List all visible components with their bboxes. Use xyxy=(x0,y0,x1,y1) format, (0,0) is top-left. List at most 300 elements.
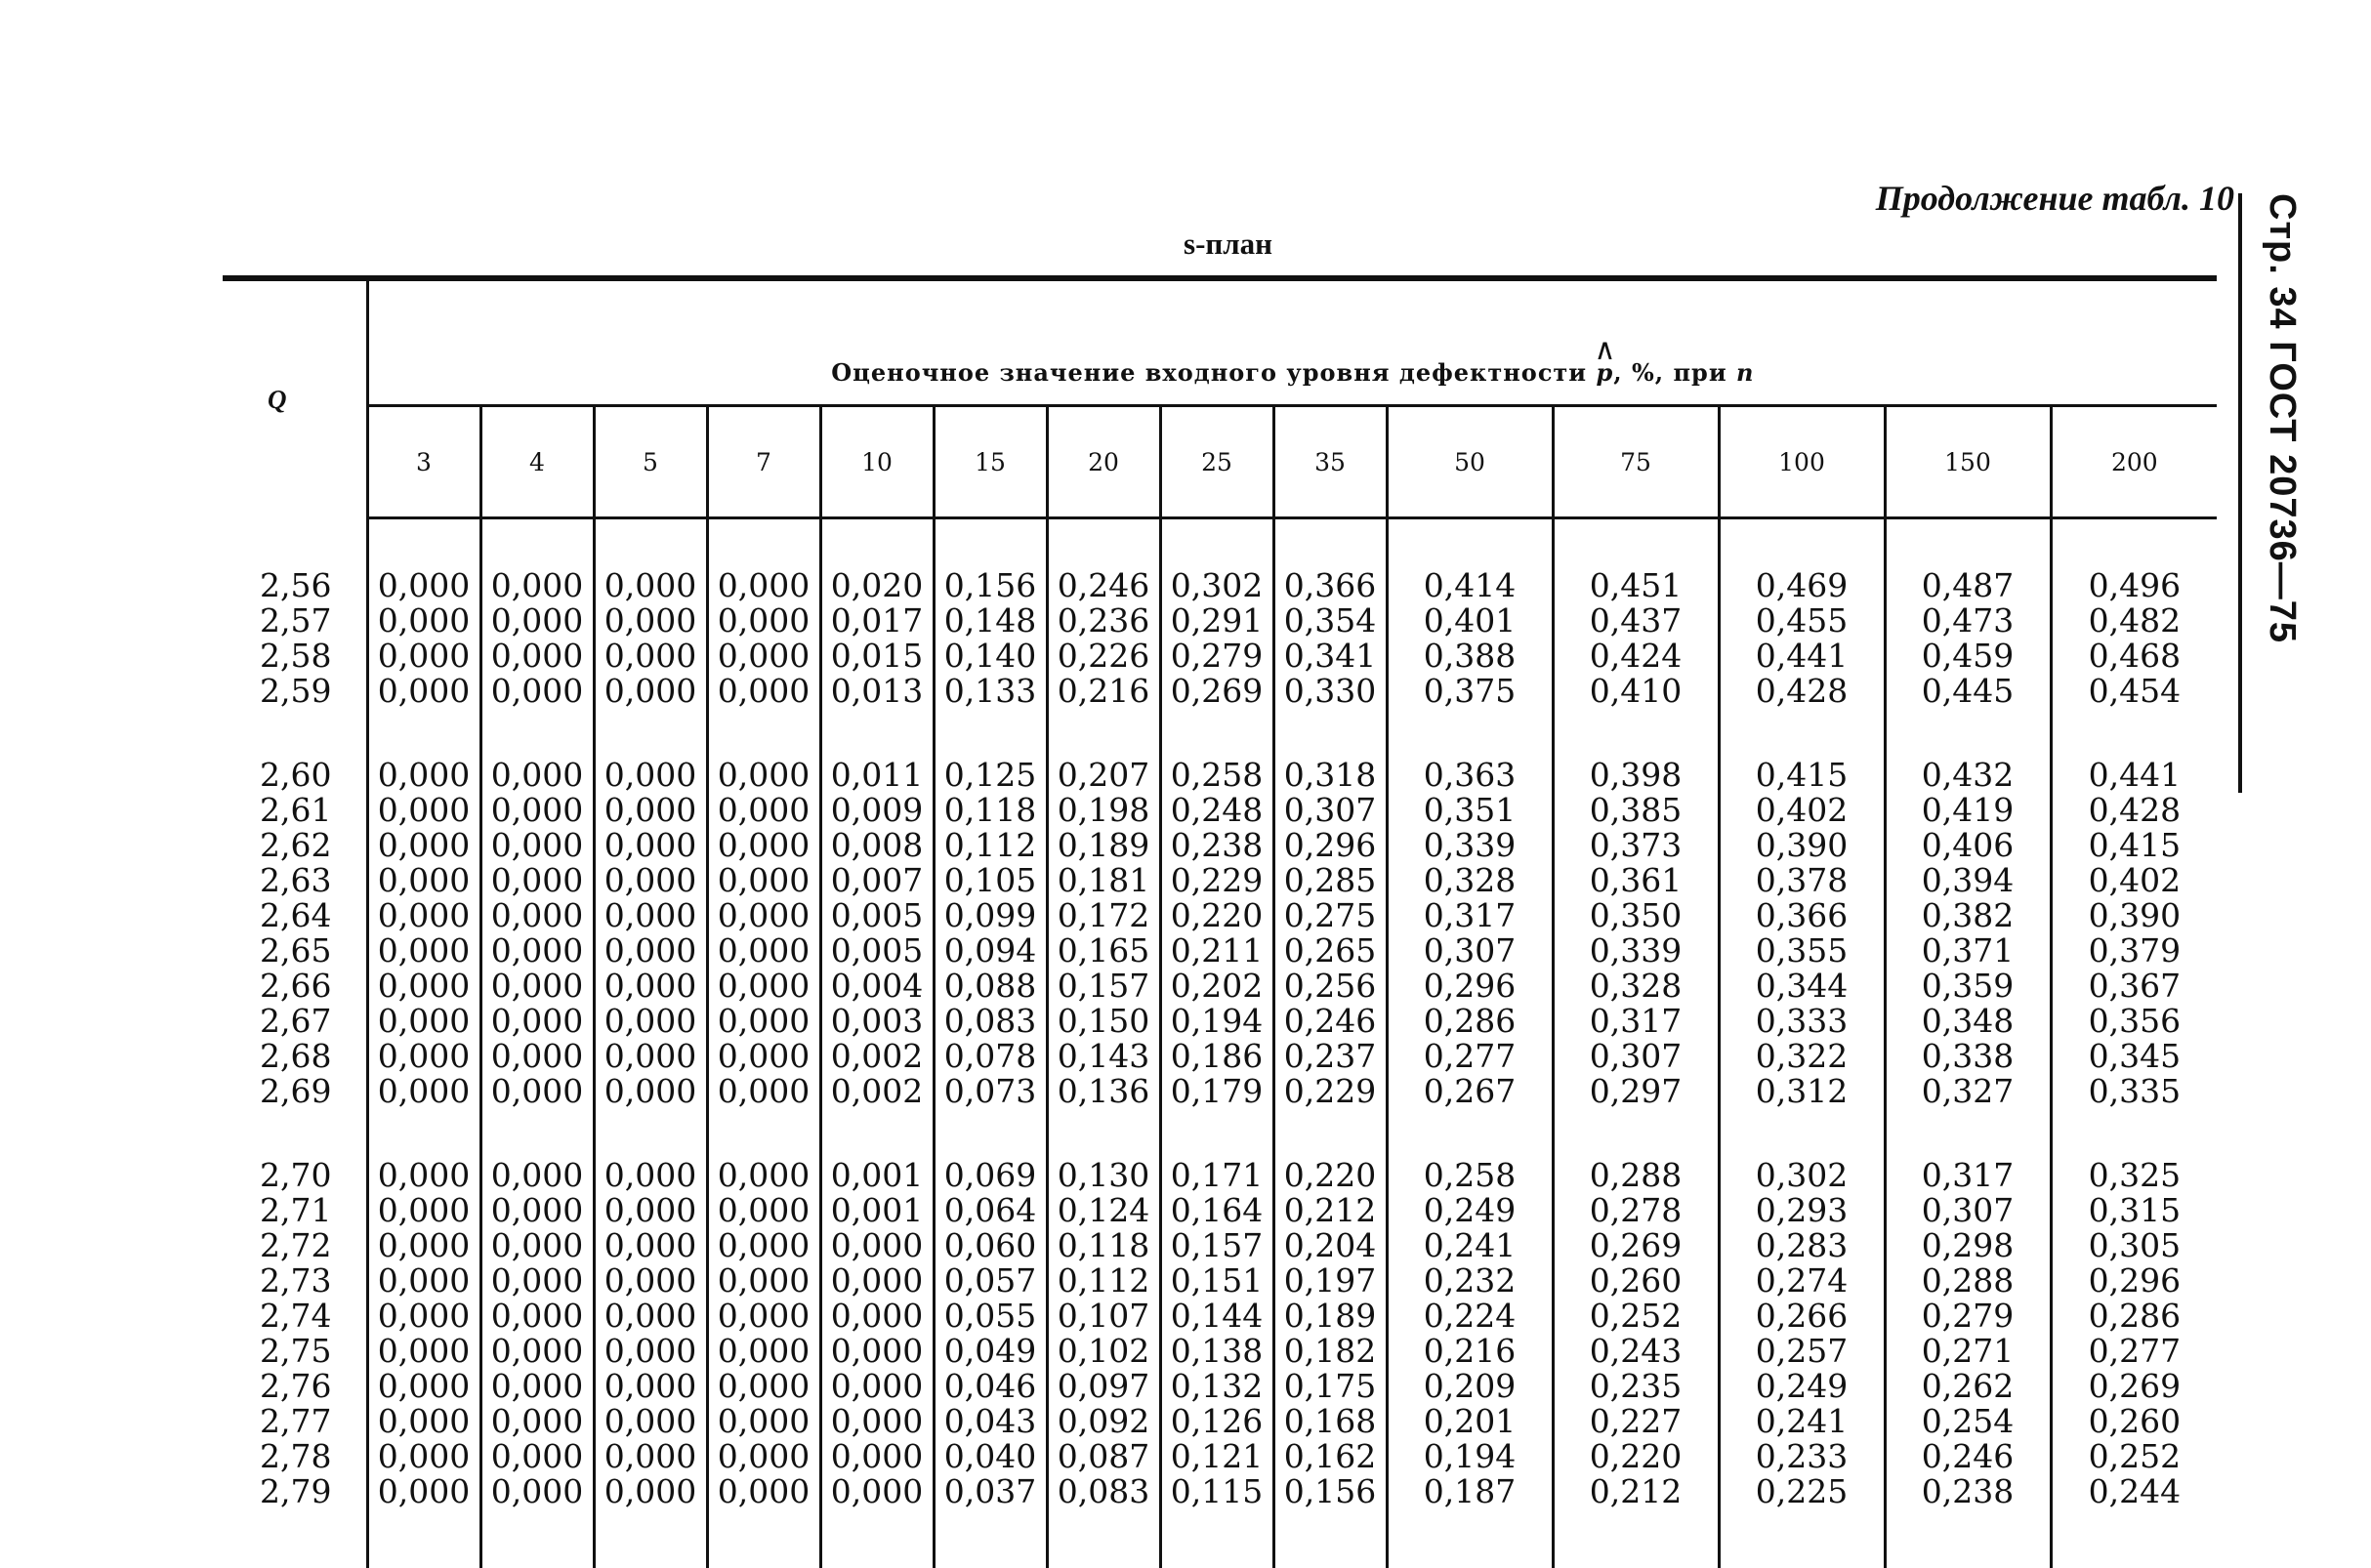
q-value-cell: 2,66 xyxy=(223,969,367,1004)
spacer-cell xyxy=(223,1509,367,1568)
value-cell: 0,172 xyxy=(1047,898,1160,933)
spacer-cell xyxy=(594,1109,707,1158)
value-cell: 0,437 xyxy=(1553,603,1719,639)
value-cell: 0,000 xyxy=(707,1193,820,1228)
spacer-cell xyxy=(1885,518,2051,569)
value-cell: 0,000 xyxy=(707,1439,820,1474)
value-cell: 0,000 xyxy=(707,863,820,898)
value-cell: 0,055 xyxy=(934,1299,1047,1334)
value-cell: 0,455 xyxy=(1719,603,1885,639)
value-cell: 0,394 xyxy=(1885,863,2051,898)
table-body xyxy=(223,518,2217,1568)
value-cell: 0,388 xyxy=(1387,639,1553,674)
value-cell: 0,148 xyxy=(934,603,1047,639)
value-cell: 0,000 xyxy=(480,674,594,709)
value-cell: 0,000 xyxy=(594,568,707,603)
table-row xyxy=(223,1334,2217,1369)
spacer-cell xyxy=(1719,518,1885,569)
value-cell: 0,248 xyxy=(1160,793,1273,828)
spacer-cell xyxy=(1553,1509,1719,1568)
value-cell: 0,000 xyxy=(707,1334,820,1369)
value-cell: 0,291 xyxy=(1160,603,1273,639)
n-header-150: 150 xyxy=(1885,406,2051,518)
value-cell: 0,000 xyxy=(480,933,594,969)
q-value-cell: 2,60 xyxy=(223,758,367,793)
value-cell: 0,126 xyxy=(1160,1404,1273,1439)
value-cell: 0,243 xyxy=(1553,1334,1719,1369)
spacer-cell xyxy=(367,709,480,758)
spacer-cell xyxy=(594,709,707,758)
value-cell: 0,277 xyxy=(1387,1039,1553,1074)
value-cell: 0,000 xyxy=(594,1474,707,1509)
value-cell: 0,375 xyxy=(1387,674,1553,709)
value-cell: 0,220 xyxy=(1553,1439,1719,1474)
value-cell: 0,254 xyxy=(1885,1404,2051,1439)
value-cell: 0,000 xyxy=(367,1228,480,1263)
value-cell: 0,000 xyxy=(594,1004,707,1039)
value-cell: 0,000 xyxy=(480,863,594,898)
q-value-cell: 2,61 xyxy=(223,793,367,828)
value-cell: 0,000 xyxy=(594,1404,707,1439)
value-cell: 0,286 xyxy=(1387,1004,1553,1039)
value-cell: 0,000 xyxy=(480,1474,594,1509)
value-cell: 0,283 xyxy=(1719,1228,1885,1263)
spacer-cell xyxy=(2051,1109,2217,1158)
value-cell: 0,000 xyxy=(707,639,820,674)
value-cell: 0,171 xyxy=(1160,1158,1273,1193)
value-cell: 0,279 xyxy=(1160,639,1273,674)
group-spacer xyxy=(223,518,2217,569)
value-cell: 0,238 xyxy=(1885,1474,2051,1509)
group-spacer xyxy=(223,709,2217,758)
value-cell: 0,000 xyxy=(707,1004,820,1039)
value-cell: 0,000 xyxy=(594,1158,707,1193)
value-cell: 0,298 xyxy=(1885,1228,2051,1263)
value-cell: 0,356 xyxy=(2051,1004,2217,1039)
spacer-cell xyxy=(707,1509,820,1568)
table-row xyxy=(223,758,2217,793)
value-cell: 0,390 xyxy=(1719,828,1885,863)
value-cell: 0,083 xyxy=(1047,1474,1160,1509)
value-cell: 0,000 xyxy=(367,793,480,828)
value-cell: 0,168 xyxy=(1273,1404,1387,1439)
value-cell: 0,000 xyxy=(707,1299,820,1334)
value-cell: 0,000 xyxy=(480,568,594,603)
spacer-cell xyxy=(934,1109,1047,1158)
value-cell: 0,049 xyxy=(934,1334,1047,1369)
spacer-cell xyxy=(2051,518,2217,569)
q-value-cell: 2,62 xyxy=(223,828,367,863)
value-cell: 0,189 xyxy=(1273,1299,1387,1334)
spacer-cell xyxy=(1160,709,1273,758)
value-cell: 0,099 xyxy=(934,898,1047,933)
spacer-cell xyxy=(1047,709,1160,758)
value-cell: 0,367 xyxy=(2051,969,2217,1004)
value-cell: 0,003 xyxy=(820,1004,934,1039)
spacer-cell xyxy=(2051,1509,2217,1568)
value-cell: 0,327 xyxy=(1885,1074,2051,1109)
value-cell: 0,269 xyxy=(1160,674,1273,709)
spacer-cell xyxy=(480,1509,594,1568)
value-cell: 0,000 xyxy=(480,1263,594,1299)
value-cell: 0,005 xyxy=(820,933,934,969)
value-cell: 0,333 xyxy=(1719,1004,1885,1039)
value-cell: 0,017 xyxy=(820,603,934,639)
plan-title: s-план xyxy=(1184,227,1272,262)
value-cell: 0,000 xyxy=(367,863,480,898)
table-row xyxy=(223,568,2217,603)
spacer-cell xyxy=(1553,1109,1719,1158)
value-cell: 0,000 xyxy=(367,1404,480,1439)
value-cell: 0,000 xyxy=(707,1474,820,1509)
value-cell: 0,001 xyxy=(820,1158,934,1193)
value-cell: 0,402 xyxy=(1719,793,1885,828)
q-value-cell: 2,65 xyxy=(223,933,367,969)
value-cell: 0,112 xyxy=(1047,1263,1160,1299)
value-cell: 0,317 xyxy=(1387,898,1553,933)
value-cell: 0,000 xyxy=(480,828,594,863)
value-cell: 0,414 xyxy=(1387,568,1553,603)
n-header-20: 20 xyxy=(1047,406,1160,518)
value-cell: 0,246 xyxy=(1273,1004,1387,1039)
q-value-cell: 2,72 xyxy=(223,1228,367,1263)
table-row xyxy=(223,1004,2217,1039)
value-cell: 0,330 xyxy=(1273,674,1387,709)
table-row xyxy=(223,1039,2217,1074)
value-cell: 0,296 xyxy=(1387,969,1553,1004)
value-cell: 0,428 xyxy=(1719,674,1885,709)
spacer-cell xyxy=(1047,1509,1160,1568)
value-cell: 0,000 xyxy=(367,898,480,933)
value-cell: 0,000 xyxy=(594,1334,707,1369)
value-cell: 0,348 xyxy=(1885,1004,2051,1039)
table-caption xyxy=(367,278,2217,406)
value-cell: 0,258 xyxy=(1160,758,1273,793)
value-cell: 0,092 xyxy=(1047,1404,1160,1439)
value-cell: 0,002 xyxy=(820,1074,934,1109)
spacer-cell xyxy=(480,518,594,569)
value-cell: 0,371 xyxy=(1885,933,2051,969)
value-cell: 0,000 xyxy=(367,758,480,793)
value-cell: 0,000 xyxy=(820,1263,934,1299)
spacer-cell xyxy=(1273,1109,1387,1158)
value-cell: 0,220 xyxy=(1160,898,1273,933)
value-cell: 0,000 xyxy=(367,1158,480,1193)
value-cell: 0,279 xyxy=(1885,1299,2051,1334)
value-cell: 0,015 xyxy=(820,639,934,674)
value-cell: 0,043 xyxy=(934,1404,1047,1439)
n-header-50: 50 xyxy=(1387,406,1553,518)
spacer-cell xyxy=(594,1509,707,1568)
value-cell: 0,267 xyxy=(1387,1074,1553,1109)
value-cell: 0,186 xyxy=(1160,1039,1273,1074)
value-cell: 0,415 xyxy=(1719,758,1885,793)
value-cell: 0,001 xyxy=(820,1193,934,1228)
value-cell: 0,000 xyxy=(367,1074,480,1109)
value-cell: 0,000 xyxy=(820,1439,934,1474)
value-cell: 0,000 xyxy=(820,1228,934,1263)
value-cell: 0,441 xyxy=(2051,758,2217,793)
value-cell: 0,097 xyxy=(1047,1369,1160,1404)
spacer-cell xyxy=(820,518,934,569)
value-cell: 0,246 xyxy=(1885,1439,2051,1474)
value-cell: 0,312 xyxy=(1719,1074,1885,1109)
value-cell: 0,252 xyxy=(1553,1299,1719,1334)
spacer-cell xyxy=(1047,518,1160,569)
q-value-cell: 2,70 xyxy=(223,1158,367,1193)
q-value-cell: 2,78 xyxy=(223,1439,367,1474)
value-cell: 0,216 xyxy=(1047,674,1160,709)
header-row-n-values xyxy=(223,406,2217,518)
spacer-cell xyxy=(1387,709,1553,758)
value-cell: 0,237 xyxy=(1273,1039,1387,1074)
side-page-label-text: Стр. 34 ГОСТ 20736—75 xyxy=(2262,193,2303,643)
value-cell: 0,260 xyxy=(2051,1404,2217,1439)
value-cell: 0,004 xyxy=(820,969,934,1004)
q-value-cell: 2,75 xyxy=(223,1334,367,1369)
value-cell: 0,241 xyxy=(1719,1404,1885,1439)
value-cell: 0,285 xyxy=(1273,863,1387,898)
value-cell: 0,000 xyxy=(367,1039,480,1074)
value-cell: 0,359 xyxy=(1885,969,2051,1004)
spacer-cell xyxy=(1160,1509,1273,1568)
spacer-cell xyxy=(1160,1109,1273,1158)
value-cell: 0,156 xyxy=(934,568,1047,603)
value-cell: 0,275 xyxy=(1273,898,1387,933)
value-cell: 0,000 xyxy=(480,1193,594,1228)
value-cell: 0,379 xyxy=(2051,933,2217,969)
spacer-cell xyxy=(1387,1509,1553,1568)
value-cell: 0,000 xyxy=(594,1193,707,1228)
value-cell: 0,115 xyxy=(1160,1474,1273,1509)
value-cell: 0,339 xyxy=(1553,933,1719,969)
spacer-cell xyxy=(934,709,1047,758)
q-value-cell: 2,76 xyxy=(223,1369,367,1404)
value-cell: 0,445 xyxy=(1885,674,2051,709)
value-cell: 0,000 xyxy=(707,674,820,709)
table-row xyxy=(223,1369,2217,1404)
value-cell: 0,198 xyxy=(1047,793,1160,828)
spacer-cell xyxy=(1387,1109,1553,1158)
n-header-200: 200 xyxy=(2051,406,2217,518)
n-header-35: 35 xyxy=(1273,406,1387,518)
value-cell: 0,325 xyxy=(2051,1158,2217,1193)
caption-n: n xyxy=(1736,358,1754,387)
table-row xyxy=(223,674,2217,709)
value-cell: 0,382 xyxy=(1885,898,2051,933)
value-cell: 0,088 xyxy=(934,969,1047,1004)
value-cell: 0,000 xyxy=(707,758,820,793)
value-cell: 0,000 xyxy=(707,1404,820,1439)
value-cell: 0,307 xyxy=(1553,1039,1719,1074)
value-cell: 0,236 xyxy=(1047,603,1160,639)
value-cell: 0,009 xyxy=(820,793,934,828)
spacer-cell xyxy=(223,1109,367,1158)
value-cell: 0,000 xyxy=(480,1369,594,1404)
value-cell: 0,000 xyxy=(480,1039,594,1074)
value-cell: 0,269 xyxy=(1553,1228,1719,1263)
value-cell: 0,000 xyxy=(367,1369,480,1404)
value-cell: 0,335 xyxy=(2051,1074,2217,1109)
value-cell: 0,000 xyxy=(480,639,594,674)
value-cell: 0,204 xyxy=(1273,1228,1387,1263)
value-cell: 0,162 xyxy=(1273,1439,1387,1474)
n-header-5: 5 xyxy=(594,406,707,518)
value-cell: 0,293 xyxy=(1719,1193,1885,1228)
spacer-cell xyxy=(1885,1509,2051,1568)
spacer-cell xyxy=(1387,518,1553,569)
value-cell: 0,000 xyxy=(367,1439,480,1474)
value-cell: 0,271 xyxy=(1885,1334,2051,1369)
value-cell: 0,157 xyxy=(1047,969,1160,1004)
value-cell: 0,187 xyxy=(1387,1474,1553,1509)
value-cell: 0,037 xyxy=(934,1474,1047,1509)
value-cell: 0,000 xyxy=(367,1474,480,1509)
value-cell: 0,229 xyxy=(1273,1074,1387,1109)
value-cell: 0,249 xyxy=(1719,1369,1885,1404)
value-cell: 0,005 xyxy=(820,898,934,933)
value-cell: 0,288 xyxy=(1885,1263,2051,1299)
q-value-cell: 2,69 xyxy=(223,1074,367,1109)
spacer-cell xyxy=(1273,709,1387,758)
value-cell: 0,164 xyxy=(1160,1193,1273,1228)
table-row xyxy=(223,969,2217,1004)
value-cell: 0,315 xyxy=(2051,1193,2217,1228)
value-cell: 0,000 xyxy=(367,1004,480,1039)
value-cell: 0,118 xyxy=(934,793,1047,828)
value-cell: 0,000 xyxy=(594,863,707,898)
value-cell: 0,468 xyxy=(2051,639,2217,674)
value-cell: 0,094 xyxy=(934,933,1047,969)
spacer-cell xyxy=(707,518,820,569)
spacer-cell xyxy=(934,1509,1047,1568)
value-cell: 0,000 xyxy=(480,793,594,828)
value-cell: 0,181 xyxy=(1047,863,1160,898)
value-cell: 0,328 xyxy=(1387,863,1553,898)
table-row xyxy=(223,1299,2217,1334)
spacer-cell xyxy=(1553,518,1719,569)
value-cell: 0,179 xyxy=(1160,1074,1273,1109)
table-row xyxy=(223,1263,2217,1299)
value-cell: 0,225 xyxy=(1719,1474,1885,1509)
table-row xyxy=(223,828,2217,863)
value-cell: 0,252 xyxy=(2051,1439,2217,1474)
value-cell: 0,202 xyxy=(1160,969,1273,1004)
value-cell: 0,262 xyxy=(1885,1369,2051,1404)
value-cell: 0,473 xyxy=(1885,603,2051,639)
value-cell: 0,132 xyxy=(1160,1369,1273,1404)
value-cell: 0,459 xyxy=(1885,639,2051,674)
value-cell: 0,000 xyxy=(594,639,707,674)
value-cell: 0,118 xyxy=(1047,1228,1160,1263)
value-cell: 0,000 xyxy=(594,1074,707,1109)
value-cell: 0,112 xyxy=(934,828,1047,863)
value-cell: 0,288 xyxy=(1553,1158,1719,1193)
value-cell: 0,338 xyxy=(1885,1039,2051,1074)
value-cell: 0,107 xyxy=(1047,1299,1160,1334)
value-cell: 0,008 xyxy=(820,828,934,863)
value-cell: 0,000 xyxy=(594,1299,707,1334)
spacer-cell xyxy=(707,1109,820,1158)
n-header-10: 10 xyxy=(820,406,934,518)
q-header: Q xyxy=(223,278,367,518)
value-cell: 0,302 xyxy=(1719,1158,1885,1193)
value-cell: 0,229 xyxy=(1160,863,1273,898)
value-cell: 0,235 xyxy=(1553,1369,1719,1404)
value-cell: 0,318 xyxy=(1273,758,1387,793)
spacer-cell xyxy=(480,709,594,758)
value-cell: 0,207 xyxy=(1047,758,1160,793)
value-cell: 0,000 xyxy=(367,603,480,639)
value-cell: 0,156 xyxy=(1273,1474,1387,1509)
caption-post: , %, при xyxy=(1613,358,1726,387)
spacer-cell xyxy=(1273,518,1387,569)
spacer-cell xyxy=(1719,1109,1885,1158)
value-cell: 0,000 xyxy=(367,674,480,709)
value-cell: 0,189 xyxy=(1047,828,1160,863)
value-cell: 0,000 xyxy=(594,603,707,639)
value-cell: 0,451 xyxy=(1553,568,1719,603)
value-cell: 0,105 xyxy=(934,863,1047,898)
value-cell: 0,000 xyxy=(367,828,480,863)
value-cell: 0,345 xyxy=(2051,1039,2217,1074)
value-cell: 0,398 xyxy=(1553,758,1719,793)
value-cell: 0,060 xyxy=(934,1228,1047,1263)
value-cell: 0,138 xyxy=(1160,1334,1273,1369)
value-cell: 0,000 xyxy=(820,1334,934,1369)
value-cell: 0,000 xyxy=(367,933,480,969)
value-cell: 0,000 xyxy=(367,1193,480,1228)
value-cell: 0,317 xyxy=(1553,1004,1719,1039)
value-cell: 0,424 xyxy=(1553,639,1719,674)
value-cell: 0,307 xyxy=(1273,793,1387,828)
n-header-75: 75 xyxy=(1553,406,1719,518)
value-cell: 0,000 xyxy=(707,1074,820,1109)
q-value-cell: 2,79 xyxy=(223,1474,367,1509)
value-cell: 0,020 xyxy=(820,568,934,603)
value-cell: 0,000 xyxy=(594,969,707,1004)
value-cell: 0,441 xyxy=(1719,639,1885,674)
value-cell: 0,482 xyxy=(2051,603,2217,639)
table-row xyxy=(223,1404,2217,1439)
value-cell: 0,000 xyxy=(594,898,707,933)
value-cell: 0,339 xyxy=(1387,828,1553,863)
value-cell: 0,350 xyxy=(1553,898,1719,933)
value-cell: 0,344 xyxy=(1719,969,1885,1004)
value-cell: 0,000 xyxy=(707,898,820,933)
value-cell: 0,000 xyxy=(480,898,594,933)
value-cell: 0,000 xyxy=(820,1369,934,1404)
value-cell: 0,296 xyxy=(1273,828,1387,863)
value-cell: 0,496 xyxy=(2051,568,2217,603)
value-cell: 0,040 xyxy=(934,1439,1047,1474)
value-cell: 0,406 xyxy=(1885,828,2051,863)
value-cell: 0,328 xyxy=(1553,969,1719,1004)
q-value-cell: 2,63 xyxy=(223,863,367,898)
value-cell: 0,000 xyxy=(367,1334,480,1369)
q-value-cell: 2,71 xyxy=(223,1193,367,1228)
spacer-cell xyxy=(820,1109,934,1158)
value-cell: 0,390 xyxy=(2051,898,2217,933)
table-row xyxy=(223,898,2217,933)
spacer-cell xyxy=(820,1509,934,1568)
value-cell: 0,000 xyxy=(594,1039,707,1074)
value-cell: 0,046 xyxy=(934,1369,1047,1404)
value-cell: 0,201 xyxy=(1387,1404,1553,1439)
value-cell: 0,000 xyxy=(707,1228,820,1263)
value-cell: 0,125 xyxy=(934,758,1047,793)
value-cell: 0,000 xyxy=(820,1474,934,1509)
